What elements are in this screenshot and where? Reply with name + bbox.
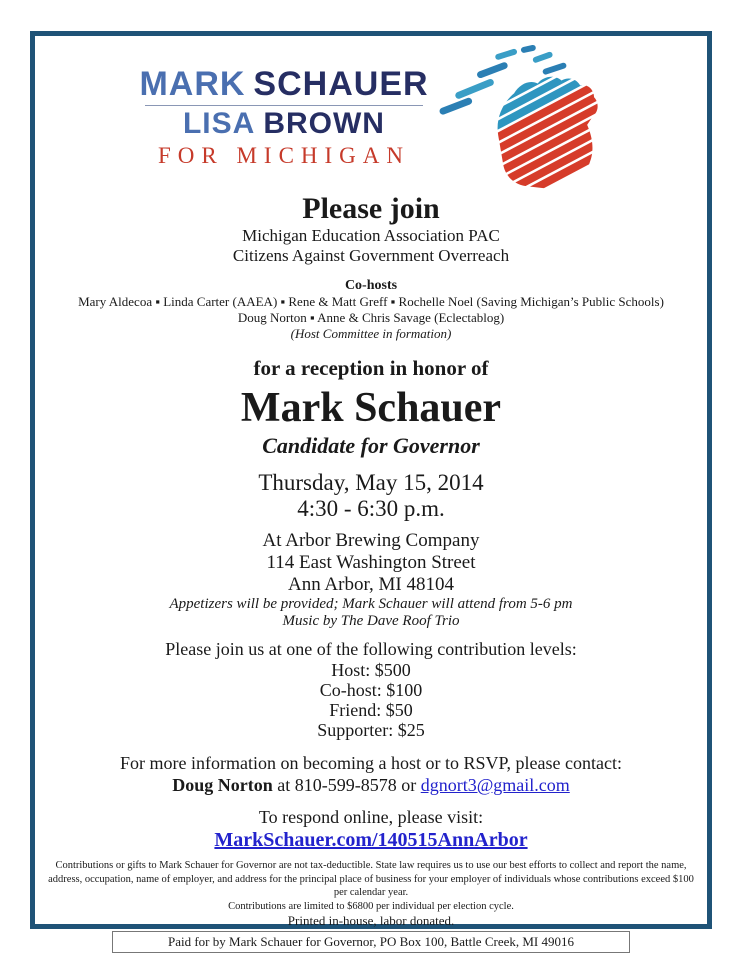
logo-for-michigan: FOR MICHIGAN: [157, 143, 411, 168]
host-organization: Michigan Education Association PAC: [242, 226, 500, 245]
contact-intro: For more information on becoming a host or to RSVP, please contact:: [120, 753, 622, 773]
logo-line-mark-schauer: [139, 66, 428, 102]
logo-mark: MARK: [139, 65, 246, 103]
contact-name: Doug Norton: [172, 775, 273, 795]
cohosts-section: [35, 277, 707, 342]
venue-street: 114 East Washington Street: [266, 552, 476, 573]
event-datetime: [35, 470, 707, 522]
paid-for-disclaimer-box: Paid for by Mark Schauer for Governor, PO Box 100, Battle Creek, MI 49016: [112, 931, 630, 953]
printed-in-house-note: Printed in-house, labor donated.: [287, 913, 455, 928]
logo-line-lisa-brown: [139, 108, 428, 140]
event-note-appetizers: Appetizers will be provided; Mark Schauer will attend from 5-6 pm: [169, 596, 573, 612]
respond-intro: To respond online, please visit:: [258, 807, 484, 827]
logo-brown: BROWN: [263, 107, 385, 140]
cohosts-names-line: Mary Aldecoa ▪ Linda Carter (AAEA) ▪ Rene & Matt Greff ▪ Rochelle Noel (Saving Michigan’s Public Schools): [78, 294, 664, 309]
venue-name: At Arbor Brewing Company: [262, 530, 480, 551]
legal-disclaimer: [41, 859, 701, 913]
contribution-intro: Please join us at one of the following contribution levels:: [165, 639, 577, 659]
logo-schauer: SCHAUER: [253, 65, 429, 103]
contribution-limit-text: Contributions are limited to $6800 per individual per election cycle.: [228, 900, 514, 912]
host-organization: Citizens Against Government Overreach: [232, 246, 510, 265]
contact-section: [35, 752, 707, 796]
please-join-heading: Please join: [302, 192, 440, 225]
contribution-level: Co-host: $100: [319, 680, 423, 700]
respond-section: [35, 806, 707, 852]
contact-email-link[interactable]: dgnort3@gmail.com: [420, 775, 570, 795]
honoree-name: Mark Schauer: [240, 385, 502, 431]
logo-divider: [145, 105, 422, 106]
contribution-level: Supporter: $25: [317, 720, 425, 740]
event-time: 4:30 - 6:30 p.m.: [297, 496, 445, 521]
rsvp-website-link[interactable]: MarkSchauer.com/140515AnnArbor: [214, 829, 528, 851]
disclaimer-text: Contributions or gifts to Mark Schauer for Governor are not tax-deductible. State law requires us to use our best efforts to collect and report the name, address, occupation, name of employer, and address for the principal place of business for your employer of individuals whose contributions exceed $100 per calendar year.: [48, 860, 694, 898]
event-venue: [35, 530, 707, 596]
cohosts-heading: Co-hosts: [344, 278, 398, 293]
campaign-logo-text: [139, 66, 428, 169]
flyer-border-frame: [30, 31, 712, 949]
contribution-level: Host: $500: [331, 660, 411, 680]
venue-city: Ann Arbor, MI 48104: [287, 574, 454, 595]
cohosts-names-line: Doug Norton ▪ Anne & Chris Savage (Eclectablog): [237, 310, 505, 325]
event-date: Thursday, May 15, 2014: [258, 470, 484, 495]
honoree-title: Candidate for Governor: [262, 433, 480, 458]
host-committee-note: (Host Committee in formation): [290, 326, 452, 341]
contact-line: [35, 774, 707, 796]
contribution-level: Friend: $50: [329, 700, 413, 720]
reception-line: for a reception in honor of: [253, 356, 489, 380]
event-note-music: Music by The Dave Roof Trio: [282, 613, 460, 629]
michigan-state-stripes-icon: [435, 42, 603, 198]
logo-lisa: LISA: [182, 107, 256, 140]
contribution-section: [35, 638, 707, 740]
campaign-logo: [35, 40, 707, 192]
contact-phone-text: at 810-599-8578 or: [272, 775, 421, 795]
respond-link-line: [35, 828, 707, 852]
